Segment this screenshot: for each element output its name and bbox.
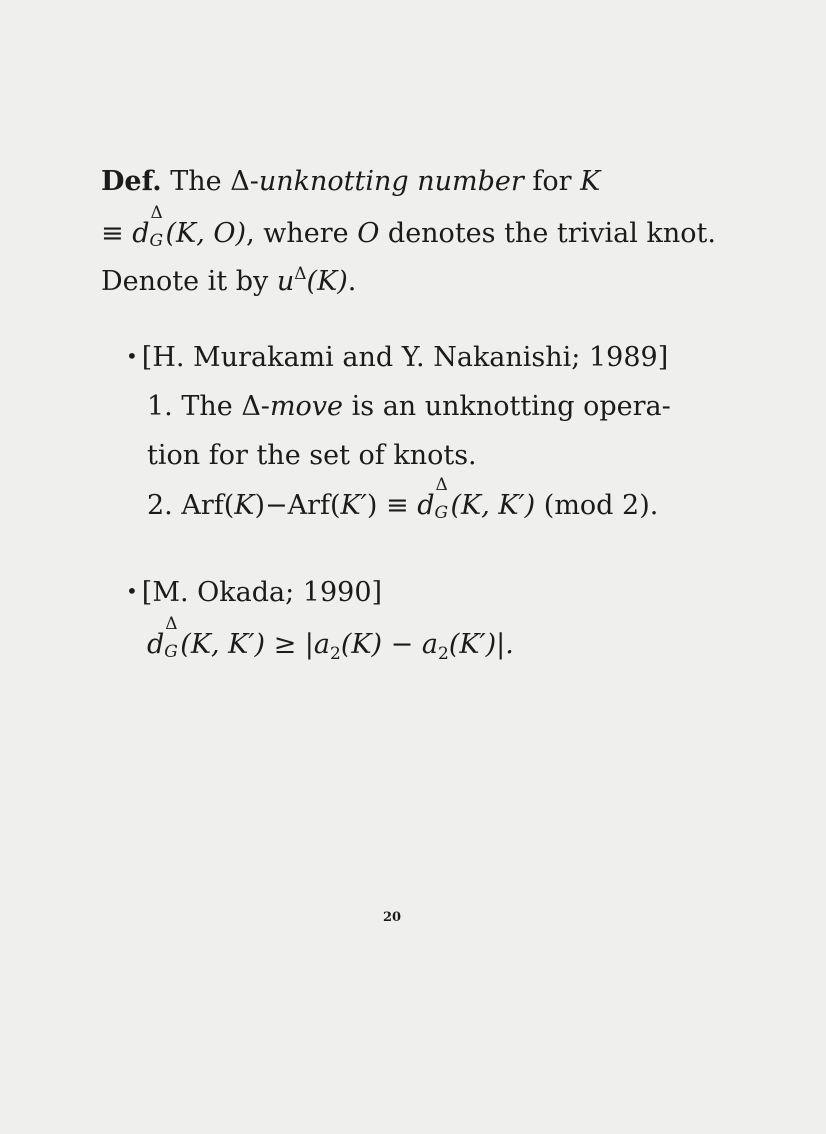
definition-line-1: Def. The Δ-unknotting number for K bbox=[101, 166, 601, 197]
page-number: 20 bbox=[383, 910, 402, 925]
definition-line-2: ≡ d Δ G (K, O), where O denotes the trivial knot. bbox=[101, 203, 716, 251]
list-item-citation: • [H. Murakami and Y. Nakanishi; 1989] bbox=[126, 342, 669, 373]
definition-label: Def. bbox=[101, 166, 162, 197]
list-item-line: 1. The Δ-move is an unknotting opera- bbox=[147, 391, 671, 422]
bullet-icon: • bbox=[126, 344, 138, 368]
defined-term: unknotting number bbox=[258, 166, 524, 197]
list-item-line: tion for the set of knots. bbox=[147, 440, 477, 471]
bullet-icon: • bbox=[126, 579, 138, 603]
list-item-formula: d Δ G (K, $K') \ge |a_2(K) - a_2(K')|$. bbox=[147, 614, 514, 664]
list-item-line: 2. Arf(K)−Arf(K′) ≡ d Δ G (K, K′) (mod 2). bbox=[147, 475, 659, 523]
list-item-citation: • [M. Okada; 1990] bbox=[126, 577, 383, 608]
definition-line-3: Denote it by $u^\Delta(K)$. bbox=[101, 264, 357, 297]
